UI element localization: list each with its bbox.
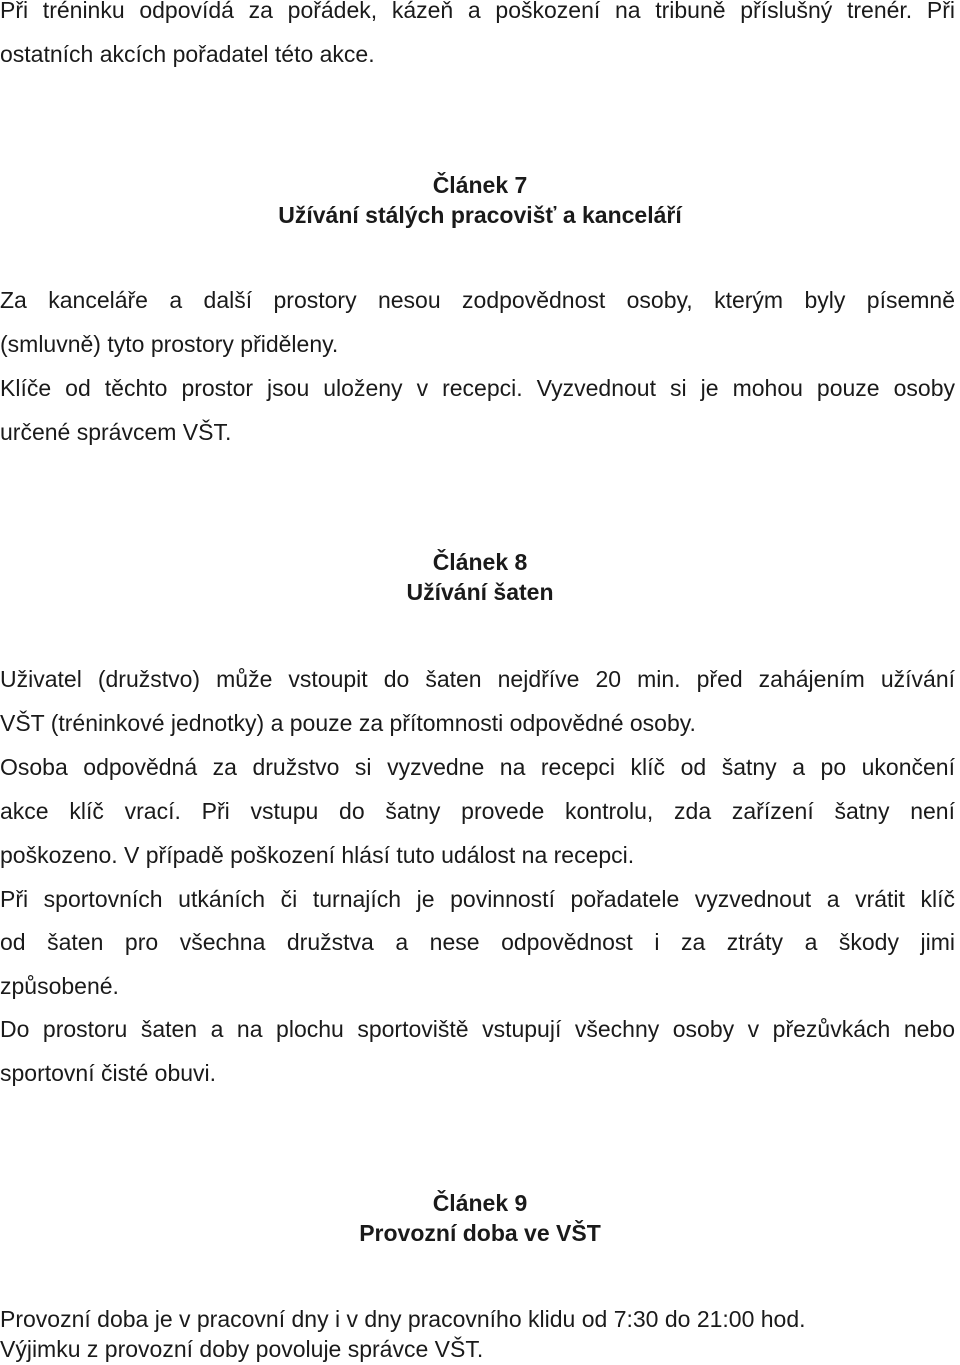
article-7-number: Článek 7 [432, 172, 528, 198]
article-8-line-3: Osoba odpovědná za družstvo si vyzvedne na recepci klíč od šatny a po ukončení [0, 754, 955, 780]
article-8-line-9: Do prostoru šaten a na plochu sportoviště vstupují všechny osoby v přezůvkách nebo [0, 1016, 955, 1042]
article-7-line-3: Klíče od těchto prostor jsou uloženy v recepci. Vyzvednout si je mohou pouze osoby [0, 375, 955, 401]
article-8-line-2: VŠT (tréninkové jednotky) a pouze za přítomnosti odpovědné osoby. [0, 710, 696, 736]
article-7-line-1: Za kanceláře a další prostory nesou zodpovědnost osoby, kterým byly písemně [0, 287, 955, 313]
intro-line-1: Při tréninku odpovídá za pořádek, kázeň a poškození na tribuně příslušný trenér. Při [0, 0, 955, 23]
article-8-line-6: Při sportovních utkáních či turnajích je povinností pořadatele vyzvednout a vrátit klíč [0, 886, 955, 912]
article-9-number: Článek 9 [432, 1190, 528, 1216]
article-7-line-4: určené správcem VŠT. [0, 419, 232, 445]
article-8-title: Užívání šaten [406, 579, 554, 605]
article-8-line-7: od šaten pro všechna družstva a nese odpovědnost i za ztráty a škody jimi [0, 929, 955, 955]
article-7-line-2: (smluvně) tyto prostory přiděleny. [0, 331, 339, 357]
article-8-number: Článek 8 [432, 549, 528, 575]
article-9-line-1: Provozní doba je v pracovní dny i v dny pracovního klidu od 7:30 do 21:00 hod. [0, 1306, 806, 1332]
article-9-line-2: Výjimku z provozní doby povoluje správce VŠT. [0, 1336, 484, 1362]
article-8-line-8: způsobené. [0, 973, 119, 999]
article-8-line-1: Uživatel (družstvo) může vstoupit do šaten nejdříve 20 min. před zahájením užívání [0, 666, 955, 692]
article-8-line-10: sportovní čisté obuvi. [0, 1060, 217, 1086]
article-9-title: Provozní doba ve VŠT [359, 1220, 601, 1246]
article-8-line-4: akce klíč vrací. Při vstupu do šatny provede kontrolu, zda zařízení šatny není [0, 798, 955, 824]
article-8-line-5: poškozeno. V případě poškození hlásí tuto událost na recepci. [0, 842, 635, 868]
article-7-title: Užívání stálých pracovišť a kanceláří [278, 202, 682, 228]
intro-line-2: ostatních akcích pořadatel této akce. [0, 41, 375, 67]
